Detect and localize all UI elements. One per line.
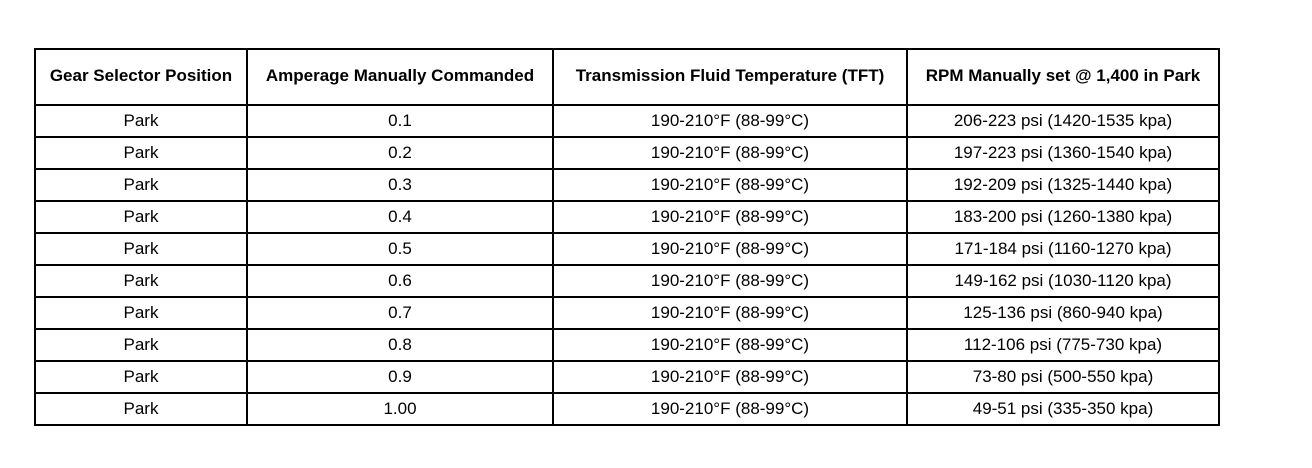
- header-amperage-commanded: Amperage Manually Commanded: [247, 49, 553, 105]
- cell-gear-position: Park: [35, 137, 247, 169]
- cell-amperage: 0.7: [247, 297, 553, 329]
- cell-pressure: 192-209 psi (1325-1440 kpa): [907, 169, 1219, 201]
- pressure-table-container: [34, 48, 1220, 426]
- cell-temperature: 190-210°F (88-99°C): [553, 233, 907, 265]
- cell-amperage: 0.4: [247, 201, 553, 233]
- cell-temperature: 190-210°F (88-99°C): [553, 201, 907, 233]
- table-row: [35, 169, 1219, 201]
- cell-pressure: 149-162 psi (1030-1120 kpa): [907, 265, 1219, 297]
- cell-temperature: 190-210°F (88-99°C): [553, 297, 907, 329]
- pressure-table: [34, 48, 1220, 426]
- cell-gear-position: Park: [35, 265, 247, 297]
- cell-amperage: 0.5: [247, 233, 553, 265]
- header-row: [35, 49, 1219, 105]
- header-transmission-fluid-temperature: Transmission Fluid Temperature (TFT): [553, 49, 907, 105]
- table-row: [35, 105, 1219, 137]
- cell-temperature: 190-210°F (88-99°C): [553, 169, 907, 201]
- cell-pressure: 206-223 psi (1420-1535 kpa): [907, 105, 1219, 137]
- cell-temperature: 190-210°F (88-99°C): [553, 105, 907, 137]
- cell-pressure: 183-200 psi (1260-1380 kpa): [907, 201, 1219, 233]
- header-gear-selector-position: Gear Selector Position: [35, 49, 247, 105]
- cell-pressure: 73-80 psi (500-550 kpa): [907, 361, 1219, 393]
- cell-amperage: 0.1: [247, 105, 553, 137]
- cell-pressure: 49-51 psi (335-350 kpa): [907, 393, 1219, 425]
- cell-amperage: 0.8: [247, 329, 553, 361]
- table-row: [35, 297, 1219, 329]
- table-row: [35, 361, 1219, 393]
- table-row: [35, 265, 1219, 297]
- cell-gear-position: Park: [35, 233, 247, 265]
- cell-gear-position: Park: [35, 329, 247, 361]
- cell-amperage: 0.9: [247, 361, 553, 393]
- table-row: [35, 233, 1219, 265]
- cell-gear-position: Park: [35, 169, 247, 201]
- cell-temperature: 190-210°F (88-99°C): [553, 265, 907, 297]
- cell-pressure: 112-106 psi (775-730 kpa): [907, 329, 1219, 361]
- header-rpm-setting: RPM Manually set @ 1,400 in Park: [907, 49, 1219, 105]
- cell-pressure: 171-184 psi (1160-1270 kpa): [907, 233, 1219, 265]
- cell-temperature: 190-210°F (88-99°C): [553, 137, 907, 169]
- cell-gear-position: Park: [35, 361, 247, 393]
- cell-temperature: 190-210°F (88-99°C): [553, 329, 907, 361]
- cell-gear-position: Park: [35, 297, 247, 329]
- cell-amperage: 0.6: [247, 265, 553, 297]
- cell-pressure: 197-223 psi (1360-1540 kpa): [907, 137, 1219, 169]
- table-row: [35, 137, 1219, 169]
- cell-gear-position: Park: [35, 105, 247, 137]
- cell-amperage: 0.2: [247, 137, 553, 169]
- table-row: [35, 329, 1219, 361]
- cell-gear-position: Park: [35, 201, 247, 233]
- cell-temperature: 190-210°F (88-99°C): [553, 361, 907, 393]
- cell-gear-position: Park: [35, 393, 247, 425]
- cell-amperage: 1.00: [247, 393, 553, 425]
- cell-amperage: 0.3: [247, 169, 553, 201]
- cell-pressure: 125-136 psi (860-940 kpa): [907, 297, 1219, 329]
- cell-temperature: 190-210°F (88-99°C): [553, 393, 907, 425]
- table-row: [35, 201, 1219, 233]
- table-row: [35, 393, 1219, 425]
